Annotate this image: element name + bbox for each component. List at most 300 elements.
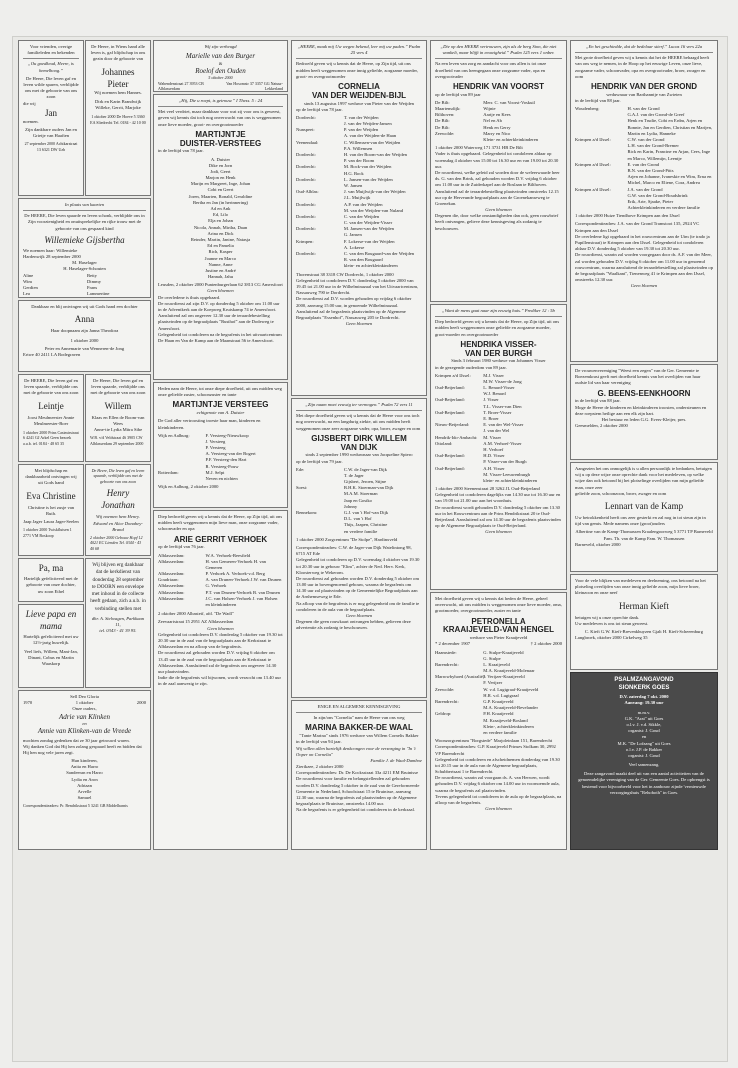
event-venue: SIONKERK GOES — [618, 685, 670, 692]
family-member: Adriaan — [77, 782, 92, 788]
thanks-text: Voor de vele blijken van medeleven en deelneming, ons betoond na het plotseling overlijden van onze innig geliefde zoon, mijn lieve broer, kleinzoon en onze neef — [575, 578, 706, 596]
birth-announcement-willemieke — [18, 198, 151, 298]
burial-text: Aansluitend zal om ongeveer 12.30 uur de teraardebestelling plaatsvinden op de begraafplaats "Rusthof" aan de Dodeweg te Amersfoort. — [158, 313, 274, 331]
family-names: M. Kraaijeveld-Bosland — [483, 717, 528, 723]
birth-announcement-anna — [18, 300, 151, 372]
family-names: M. van der Weijden-van Nuland — [343, 207, 403, 213]
family-member: A. Duister — [210, 156, 231, 162]
performer-line: organist: J. Goud — [628, 728, 660, 734]
no-flowers: Geen bloemen — [630, 283, 658, 289]
service-text: De rouwdienst, waarin zal voorgaan ds. A. van Herwen, wordt gehouden D.V. vrijdag 6 oktober om 14.00 uur in voornoemde aula, waarna de begrafenis zal plaatsvinden. — [435, 775, 560, 793]
family-place — [575, 174, 627, 186]
heading: Sell Deo Gloria — [70, 694, 99, 699]
obituary-text: Diep bedroefd geven wij u kennis dat de Heere, op Zijn tijd, uit ons midden heeft weggenomen onze geliefde en zorgzame moeder, groot-moeder en overgrootmoeder — [435, 319, 560, 337]
family-member: Jodi, Geert — [210, 168, 231, 174]
burial-text: Aansluitend zal de teraardebestelling plaatsvinden omstreeks 12.15 uur op de Herveunde begraafplaats aan de Groenekanseweg te Groenekan. — [435, 188, 559, 206]
announcement-text: Met blijdschap en dankbaarheid ontvingen wij uit Gods hand — [25, 468, 77, 486]
date-address: W.B. v/d Veldstraat 46 3905 CW Alblasserdam 29 september 2000 — [90, 435, 144, 446]
family-names: Merr. C. van Voorst-Voskuil — [483, 99, 535, 105]
notice-text: Degenen die, door welke omstandigheden dan ook, geen rouwbrief heeft ontvangen, gelieve deze kennisgeving als zodanig te beschouwen. — [435, 213, 559, 231]
no-flowers: Geen bloemen — [345, 321, 373, 327]
family-place — [158, 476, 206, 482]
viewing-text: De overledene is thuis opgebaard. — [158, 294, 221, 300]
date: 5 oktober 2000 — [208, 75, 233, 81]
condolence-text: Gelegenheid tot condoleren op D.V. woensdag 4 oktober van 19.30 tot 20.30 uur in gebouw "Elim", achter de Ned. Herv. Kerk, Kloosterweg te Wekerom. — [296, 557, 420, 575]
obituary-visser — [430, 304, 567, 590]
address-date: Thorenstraat 38 3318 CW Dordrecht, 1 oktober 2000 — [296, 271, 394, 277]
family-names: W.J. Benard — [483, 391, 506, 397]
family-names: G. Stulpe-Kraaijeveld — [483, 649, 524, 655]
family-names: Neven en nichten — [205, 476, 238, 482]
obituary-text: Diep bedroefd geven wij u kennis dat de Heere, op Zijn tijd, uit ons midden heeft weggenomen mijn lieve man, onze zorgzame vader, schoonvader en opa — [158, 514, 283, 532]
family-member: Hannah, Jahu — [207, 274, 233, 280]
address-2: Van Hosomstr 37 3357 GG Natuur-Lekkerland — [226, 80, 283, 91]
family-place: Alblasserdam: — [158, 583, 185, 589]
performer-line: M.K. "De Lofzang" uit Goes — [617, 740, 671, 746]
quote: „Die op den HEERE vertrouwen, zijn als de berg Sion, die niet wankelt, maar blijft in eeuwigheid.” Psalm 125 vers 1 onber. — [440, 44, 557, 56]
quote: „Want de mens gaat naar zijn eeuwig huis.” Prediker 12 : 5b — [442, 308, 555, 313]
family-names: L. Kraaijeveld — [483, 661, 510, 667]
obituary-text: Heden nam de Heere, tot onze diepe droefheid, uit ons midden weg onze geliefde zuster, schoonzuster en tante — [158, 386, 282, 398]
family-names: T. van der Weijden — [343, 114, 379, 120]
address: Correspondentieadres: G.P. Kraaijeveld Prinses Stolkam 30, 2992 VP Barendrecht — [435, 744, 556, 756]
sibling-name: Aline — [23, 272, 34, 278]
engagement-announcement — [153, 40, 288, 92]
thanks-text: Wij willen allen hartelijk denkcongen voor de verzorging in "In 't Ooper on Cornelia" — [296, 745, 416, 757]
family-member: Joren, Maarten, Ronald, Geraldine — [188, 193, 253, 199]
event-title: PSALMZANGAVOND — [614, 677, 674, 683]
service-text: De rouwdienst zal gehouden worden D.V. donderdag 5 oktober om 13.00 uur in bovengenoemd gebouw, waarna de begrafenis om 14.30 uur zal plaatsvinden op de Gemeentelijke Begraafplaats aan de Arnhemseweg te Ede. — [296, 575, 420, 600]
family-names: J. Versteeg — [205, 438, 226, 444]
addressee: Pa, ma — [38, 563, 64, 573]
family-list — [435, 100, 562, 143]
family-place: Nunspeet: — [296, 127, 315, 133]
family-place: Bennekom: — [296, 510, 318, 516]
family-list — [158, 553, 283, 609]
family-names: T. Broer-Visser — [483, 409, 512, 415]
burial-text: Aansluitend zal de begrafenis plaatsvinden op de Algemene Begraafplaats "Essenhof", Nassauweg 205 te Dordrecht. — [296, 308, 406, 320]
family-names: A. van Drunen-Verhoek J.W. van Drunen — [205, 577, 282, 583]
family-place: Barendrecht: — [435, 699, 459, 705]
place-date: Hardenwijk 28 september 2000 — [23, 254, 81, 260]
child-name: Eva Christine — [26, 490, 76, 501]
deceased-name: HENDRIK VAN DER GROND — [590, 81, 698, 91]
column-2 — [153, 40, 288, 1048]
family-names: M. Visser — [483, 434, 502, 440]
family-row — [296, 529, 422, 535]
family-names: H.D. Visser — [483, 453, 505, 459]
deceased-surname: VAN DER WEIJDEN-BIJL — [311, 90, 407, 100]
siblings: Anne-tie Lydia Mitra Sibe — [93, 427, 143, 433]
family-names: R. Versteeg-Pouw — [205, 463, 239, 469]
age: in de leeftijd van 88 jaar. — [575, 97, 621, 103]
address: Correspondentieadres: Dr. De Kocksstraat 33a 4211 EM Bruinisse — [296, 770, 419, 776]
family-names: Rick en Karin, Francine en Arjan, Cees, Inge en Marco, Willemijn, Leentje — [627, 149, 711, 161]
family-names: F. Versteeg-Nieuwkoop — [205, 432, 249, 438]
family-row — [575, 118, 713, 137]
family-names: J.A. van der Grond — [627, 186, 663, 192]
deceased-surname: DUISTER-VERSTEEG — [179, 138, 262, 148]
obituary-duister-versteeg — [153, 94, 288, 380]
siblings: Willeke, Gerrit, Marjoke — [95, 105, 141, 111]
deceased-subtitle: Sinds 3 februari 1980 weduwe van Johannes Visser — [451, 358, 546, 364]
no-flowers: Geen bloemen — [207, 288, 234, 294]
deceased-surname: VAN DER BURGH — [465, 348, 532, 358]
family-member: Justine en André — [205, 267, 236, 273]
performer-line: en — [641, 734, 647, 740]
service-text: De rouwdienst zal gehouden worden D.V. vrijdag 6 oktober om 13.45 uur in de zaal van de begraafplaats aan de Kerkstraat te Alblasserdam. Aansluitend zal de begrafenis om ongeveer 14.30 uur plaatsvinden. — [158, 650, 277, 674]
family-place: Alblasserdam: — [158, 552, 185, 558]
family-names: H.G. Bock — [343, 170, 364, 176]
family-place: Goudriaan: — [158, 577, 179, 583]
address: Ertwe 40 2411 LA Bodegraven — [23, 351, 81, 357]
family-row — [158, 602, 283, 608]
family-row — [296, 263, 422, 269]
family-names: A. Lokerse — [343, 244, 365, 250]
family-member: Elja en Johan — [208, 218, 233, 224]
quote: „En het geschiedde, dat de bedelaar stierf.” Lucas 16 vers 22a — [585, 44, 703, 49]
family-member: Marjon en Henk — [205, 175, 236, 181]
family-place: Oud-Beijerland: — [435, 465, 465, 471]
parents: Edward en Alice Donahey-Brand — [93, 520, 143, 532]
birth-announcement-jan — [18, 40, 84, 196]
age: in de gezegende ouderdom van 89 jaar. — [435, 364, 507, 370]
child-name: Jan — [45, 107, 57, 118]
family-place: Alblasserdam: — [158, 589, 185, 595]
family-signature: Familie J. de Waal-Damboe — [370, 757, 422, 763]
family-place: Dordrecht: — [296, 164, 316, 170]
family-names: Achterkleinkinderen en verdere familie — [627, 205, 700, 211]
age: op de leeftijd van 79 jaar. — [296, 458, 343, 464]
family-names: R. van den Bougaard — [343, 257, 383, 263]
column-5 — [570, 40, 718, 1048]
name-husband: Adrie van Klinken — [59, 712, 110, 721]
family-names: H. van der Grond — [627, 106, 660, 112]
baptism-name: Haar doopnaam zijn Janna Theodora — [50, 328, 119, 334]
signature: Albertine van de Kamp-Thomassen Kraalengoorweg 5 3771 TP Barneveld Fam. Th. van de Kamp Fam. W. Thomassen — [575, 529, 713, 541]
after-burial-text: Tevens gelegenheid tot condoleren in de aula op de begraafplaats, na afloop van de begrafenis. — [435, 793, 562, 806]
death-date: † 2 oktober 2000 — [530, 641, 562, 647]
family-names: P.F. Versteeg-den Hart — [205, 457, 247, 463]
family-names: T.L. Visser-van Dien — [483, 403, 522, 409]
obituary-kraaijeveld — [430, 592, 567, 850]
family-place: Oud-Alblas: — [296, 189, 319, 195]
family-place: Marrowbyhoed (Australië): — [435, 674, 486, 680]
date-address: 1 oktober 2000 Twiskflutsen 1 2771 VM Boskoop — [23, 527, 72, 538]
children-list — [23, 758, 146, 801]
date-address: 1 oktober 2000 De Hoeve 5 3360 EA Sliedrecht Tel. 0184 - 42 10 00 — [90, 114, 146, 125]
parents: Dirk en Karin Brandwijk — [94, 99, 142, 105]
deceased-name: G. BEENS-EENKHOORN — [597, 388, 691, 398]
family-names: E. van der Wel-Visser — [483, 422, 524, 428]
family-names: klein- en achterkleinkinderen — [343, 263, 398, 269]
quote: „HEERE, maak mij Uw wegen bekend, leer mij uw paden.” Psalm 25 vers 4 — [297, 44, 421, 56]
deceased-name: Lennart van de Kamp — [604, 500, 684, 511]
intro-text: Voor vrienden, overige familieleden en bekenden — [27, 44, 75, 56]
child-name: Willemieke Gijsbertha — [44, 234, 125, 245]
family-place: Oud-Beijerland: — [435, 453, 465, 459]
column-3 — [291, 40, 427, 1048]
child-name: Leintje — [38, 400, 64, 411]
congrats-text: Hartelijk gefeliciteerd met de geboorte van onze dochter, uw zoon Ethel — [24, 576, 78, 594]
child-name: Anna — [74, 314, 95, 325]
anniversary-text-2: Wij danken God dat Hij hen zolang gespaard heeft en bidden dat Hij hen nog vele jaren zegt. — [23, 743, 142, 755]
date-place: 2 oktober 2000 Albasteif, afd. "De Wadl" — [158, 611, 234, 617]
child-name: Willem — [104, 400, 132, 411]
family-names: P. Versteeg — [205, 445, 226, 451]
family-names: L.H. van der Grond-Bremer — [627, 143, 679, 149]
performer-line: o.l.v. J. v.d. Sikkle, — [626, 721, 662, 727]
family-list — [575, 106, 713, 211]
service-text: De rouwdienst, welke geleid zal worden door de weleerwaarde heer ds. G. van den Brink, zal gehouden worden D.V. vrijdag 6 oktober om 11.00 uur in de Zuiderkapel aan de Boslaan te Bilthoven. — [435, 169, 560, 188]
year-start: 1970 — [23, 700, 33, 706]
sibling-name: Dimmy — [86, 278, 102, 284]
obituary-text: In zijn/ons "Cornelia" nam de Heere van ons weg — [313, 715, 405, 721]
family-member: Nicola, Annah, Mirtha, Daan — [193, 224, 248, 230]
date-address: 2 oktober 2000 Gebouw Hopf 12 4021 EC Lienden Tel. 0344 - 43 40 68 — [90, 535, 143, 551]
family-place: Dordrecht: — [296, 176, 316, 182]
family-names: H. van Gemeren-Verhoek H. van Gemeren — [205, 558, 266, 570]
family-names: H. Verhoef — [483, 446, 504, 452]
family-member: Sandeeran en Harro — [66, 770, 103, 776]
family-names: J. Visser — [483, 397, 499, 403]
family-place: Dordrecht: — [296, 226, 316, 232]
family-names: B.N. van der Grond-Pitts — [627, 167, 674, 173]
support-text: Uw betrokkenheid heeft ons zeer gesterkt en zal nog in tot steun zijn in tijd van gemis. Mede namens onze (groot)ouders — [575, 515, 706, 527]
address-date: 1 oktober 2000 Huize Tiendhove Krimpen aan den IJssel — [575, 213, 680, 219]
quote: „Zijn naam moet eeuwig ter vermogen.” Psalm 72 vers 11 — [305, 402, 413, 407]
family-place: Ede: — [296, 466, 305, 472]
family-member: Lydia en Aron — [71, 776, 98, 782]
sibling-name — [87, 297, 146, 298]
performer-line: m.m.v. — [637, 709, 651, 715]
thanks-text-2: betuigen wij u onze oprechte dank. — [575, 614, 640, 620]
family-names: C. van den Bougaard-van der Weijden — [343, 251, 415, 257]
birth-announcement-henry — [85, 464, 151, 556]
deceased-first-name: CORNELIA — [338, 81, 380, 91]
parents: Peter en Annemarie van Wenneren-de Jong — [44, 345, 125, 351]
address-row — [158, 81, 283, 92]
family-row — [158, 476, 283, 482]
family-names: M.A. Kraaijeveld-Molenaar — [483, 668, 535, 674]
family-names: F. Verijzer — [483, 680, 503, 686]
thanks-van-de-kamp — [570, 462, 718, 572]
date: Wijk en Aalburg, 2 oktober 2000 — [158, 484, 219, 490]
family-place: Alblasserdam: — [158, 595, 185, 601]
family-names: P. van der Weijden — [343, 127, 379, 133]
obituary-van-der-weijden — [291, 40, 427, 396]
sibling-list — [23, 273, 146, 298]
family-list — [296, 115, 422, 270]
family-place: Woudenberg: — [575, 106, 600, 112]
date-place: 1 oktober 2000 Zorgcentrum "De Stolpe", Hardinxveld — [296, 536, 398, 542]
family-names: H.R. v.d. Lugtgraaf — [483, 692, 519, 698]
family-names: M.W. Visser-de Jong — [483, 378, 522, 384]
sibling-name: Lammertine — [86, 291, 110, 297]
family-place — [435, 730, 483, 736]
family-names: M.A.M. Stoerman — [343, 491, 378, 497]
family-member: Nanne, Anne — [208, 261, 233, 267]
obituary-van-voorst — [430, 40, 567, 302]
family-member: Dike en Jorn — [208, 162, 233, 168]
family-names: en kleinkinderen — [205, 602, 237, 608]
name-join: en — [82, 720, 87, 726]
condolence-text: Gelegenheid tot condoleren na de begrafenis in het uitvaartcentrum De Haan en Van de Kamp aan de Maanstraat 56 te Amersfoort. — [158, 331, 282, 343]
parents: Joost Meulmeester Annie Meulmeester-Boer — [27, 414, 75, 426]
no-flowers: Geen bloemen — [485, 806, 512, 812]
no-flowers: Geen bloemen — [485, 529, 512, 535]
date-place: Geesmelden, 2 oktober 2000 — [575, 423, 628, 429]
deceased-first-name: GIJSBERT DIRK WILLEM — [311, 433, 407, 443]
sibling-pair — [23, 297, 146, 298]
anniversary-van-klinken — [18, 690, 151, 850]
family-place — [296, 263, 344, 269]
family-place: De Bilt: — [435, 118, 450, 124]
family-place: Zeewolde: — [435, 130, 455, 136]
family-names: Klein-, achterkleinkinderen — [483, 723, 534, 729]
thanks-text: Aangezien het ons onmogelijk is u allen persoonlijk te bedanken, betuigen wij u op deze wijze onze oprechte dank voor het medeleven, op welke wijze dan ook betoond bij het plotselinge overlijden van mijn geliefde man, onze zeer — [575, 466, 712, 490]
address: Zeevaartstraat 15 2951 AZ Alblasserdam — [158, 619, 234, 625]
parents: Zijn dankbare ouders Jan en Grietje van Haaften — [25, 127, 77, 139]
psalm-singing-evening-ad — [570, 672, 718, 850]
deceased-surname: KRAAIJEVELD-VAN HENGEL — [443, 625, 554, 635]
deceased-subtitle: echtgenote van A. Duister — [196, 410, 245, 416]
quote: „Ou goedkeud, Heere, is hemelhoog.” — [28, 61, 74, 73]
announcement-text: De HEERE, Die leven spaarde en leven schonk, verblijdde ons in Zijn voorzienigheid en onuitsprekelijke en rijke trouw met de geboorte van ons gespaard kind — [24, 213, 145, 231]
date-address: 27 september 2000 Achtkarstraat 13 6321 DW Uzb — [24, 141, 78, 152]
comfort-text: De God aller vertroosting troeste haar man, kinderen en kleinkinderen. — [158, 418, 261, 430]
family-names: L. Benard-Visser — [483, 385, 515, 391]
deceased-subtitle: sinds 2 september 1990 weduwnaar van Jacqueline Spiero — [305, 452, 413, 458]
child-note: Christine is het zusje van Ruth. — [27, 504, 75, 516]
address: Correspondentieadres: C.W. de Jager-van Dijk Watelintong 98, 6715 AT Ede — [296, 544, 412, 557]
after-burial-text: Na afloop van de begrafenis is er nog gelegenheid om de familie te condoleren in de aula van de begraafplaats. — [296, 600, 420, 612]
child-nickname: Wij noemen hem Hannes. — [94, 89, 142, 95]
family-names: C. van der Weijden — [343, 213, 380, 219]
condolence-text: De overledene ligt opgebaard in het rouwcentrum aan de Uim (te trado ja Pupillenstraat) te Krimpen aan den IJssel. Gelegenheid tot condoleren aldaar D.V. donderdag 5 oktober van 19.30 tot 20.30 uur. — [575, 233, 710, 252]
announcement-text: De HEERE, Die leven gaf en leven spaarde, verblijdde ons met de geboorte van ons zoon — [23, 378, 79, 396]
family-names: Henk en Trudie, Cobi en Erdm, Arjen en Bonnie, Jan en Gerdien, Christian en Marijen, Martin en Lydia, Hanneke — [627, 118, 713, 136]
family-member: M. Haselager — [72, 260, 97, 266]
obituary-text: Na een leven van zorg en aandacht voor ons allen is tot onze droefheid van ons heengegaan onze zorgzame vader, opa en overgrootvader — [435, 61, 547, 79]
sibling-name: Lea — [23, 291, 30, 297]
family-names: C.W. van der Grond — [627, 137, 665, 143]
family-names: J. van Muijlwijk-van der Weijden — [343, 189, 406, 195]
family-names: A. Versteeg-van der Bogert — [205, 451, 256, 457]
deceased-name: Herman Kieft — [619, 600, 669, 611]
performer-line: organist: J. Goud — [628, 752, 660, 758]
family-names: G. Jansen — [343, 232, 362, 238]
anniversary-text: mochten zondag gedenken dat ze 30 jaar getrouwd waren. — [23, 737, 130, 743]
address-date: 1 oktober 2000 Waterweg 171 3731 HB De Bilt — [435, 145, 523, 151]
family-place — [158, 602, 206, 608]
family-names: Johnny — [343, 503, 358, 509]
family-names: Henk en Gerry — [483, 124, 511, 130]
family-names: B.H.K. Stoerman-van Dijk — [343, 485, 394, 491]
family-member: Anita en Harro — [70, 764, 99, 770]
family-member: Reinder, Martin, Janine, Natasja — [190, 236, 251, 242]
family-place: Haamstede: — [435, 649, 457, 655]
family-list — [158, 157, 283, 281]
event-description: Deze zangavond maakt deel uit van een aantal activiteiten van de genoemdelijke vereniging van de Ger. Gemeente Goes. De opbrengst is bestemd voor bijvoorbeeld voor het in aanbouw zijnde 'vernieuwde verzorgingshuis "Rehoboth" in Goes. — [578, 771, 710, 795]
attendance-text: Indie die de begrafenis wil bijwonen, wordt verzocht om 13.40 uur in de zaal aanwezig te zijn. — [158, 675, 281, 687]
family-names: G.A.J. van der Grond-de Greef — [627, 112, 685, 118]
deceased-first-name: MARTIJNTJE — [195, 129, 246, 139]
family-names: G. Stulpe — [483, 655, 501, 661]
family-names: J.L. Muijlwijk — [343, 195, 371, 201]
obituary-van-der-grond — [570, 40, 718, 362]
family-place: Dordrecht: — [296, 251, 316, 257]
family-names: P.A. Willemsen — [343, 145, 373, 151]
family-names: T. de Jager — [343, 472, 364, 478]
family-names: L. Jansen-van der Weijden — [343, 176, 393, 182]
name-suffix: noemen. — [23, 118, 39, 124]
obituary-text: Met grote droefheid geven wij u kennis dat het de HEERE behaagd heeft van ons weg te nemen, in de Hoop op het eeuwige Leven, onze lieve, zorgzame vader, schoonvader, opa en overgrootvader, broer, zwager en oom — [575, 55, 710, 79]
family-row — [575, 174, 713, 186]
child-name: Johannes Pieter — [101, 66, 135, 89]
performer-line: G.K. "Arai" uit Goes — [624, 715, 664, 721]
family-names: A.H. Visser — [483, 465, 505, 471]
family-names: Klein- en achterkleinkinderen — [483, 137, 539, 143]
family-names: P. Visser-van der Burgh — [483, 459, 527, 465]
condolence-text: Gelegenheid tot condoleren en afscheidnemen donderdag van 19.30 tot 20.15 uur in de aula van de Algemene begraafplaats, Schubbertsaat 1 te Barendrecht. — [435, 756, 560, 775]
family-place: Veenendaal: — [296, 139, 319, 145]
family-place: Wijk en Aalburg: — [158, 432, 190, 438]
family-place — [575, 118, 627, 137]
family-place: Zeewolde: — [435, 686, 455, 692]
child-nickname: Wij noemen hem Henry. — [96, 514, 140, 520]
family-list — [435, 373, 562, 484]
contact-name: dhr. A. Stelwagen, Parkkaan 11, — [91, 615, 145, 628]
name-prefix: die wij — [23, 100, 36, 106]
family-names: E. van der Grond — [627, 161, 660, 167]
sibling-name: Betty — [86, 272, 97, 278]
obituary-verhoek — [153, 510, 288, 850]
family-member: Arvelle — [77, 789, 92, 795]
family-names: P.T. van Drunen-Verhoek B. van Drunen — [205, 589, 280, 595]
family-member: Hun kinderen, — [71, 758, 98, 764]
condolence-text: Gelegenheid tot condoleren dagelijks van 14.30 uur tot 16.30 uur en van 19.00 tot 21.00 uur aan het woonhuis. — [435, 492, 561, 504]
life-dates — [435, 641, 562, 647]
birth-announcement-leintje — [18, 374, 84, 462]
notice-text: Degenen die geen rouwkaart ontvangen hebben, gelieven deze advertentie als zodanig te beschouwen. — [296, 619, 411, 631]
name-groom: Roelof den Ouden — [195, 66, 246, 75]
deceased-name: MARINA BAKKER-DE WAAL — [305, 723, 413, 733]
family-member: Marijn en Margreet, Inge, Johan — [190, 181, 251, 187]
obituary-text: Met veel verdriet, maar dankbaar voor wat zij voor ons is geweest, geven wij kennis dat toch nog onverwacht van ons is weggenomen onze lieve moeder, groot- en overgrootmoeder — [158, 109, 281, 127]
age: in de leeftijd van 78 jaar. — [158, 148, 204, 154]
service-text: De rouwdienst zal D.V. worden gehouden op vrijdag 6 oktober 2000, aanvang 15.00 uur, in genoemde Wilhelminazaal. — [296, 296, 412, 308]
signature: Veel liefs, Willem, Mani-Jan, Dinant, Cobus en Martin Waaskorp — [24, 648, 78, 667]
family-names: Jaap en Gosiko — [343, 497, 372, 503]
family-names: Nel en Ab — [483, 118, 502, 124]
obituary-bakker-de-waal — [291, 700, 427, 850]
deceased-subtitle: weduwnaar van Barthanntje van Zwieten — [606, 91, 682, 97]
heading: In plaats van kaarten — [64, 202, 105, 207]
family-place: Oud-Beijerland: — [435, 397, 465, 403]
subheading: Onze ouders, — [72, 706, 97, 712]
age: op de leeftijd van 78 jaar. — [296, 106, 343, 112]
family-names: G.W. van der Grond-Boudsbrink — [627, 192, 688, 198]
comfort-text: Moge de Heere de kinderen en kleinkinderen troosten, ondersteunen en deze roepstem heilige aan een elk zijn hart. — [575, 404, 707, 416]
notice-beens-eenkhoorn — [570, 364, 718, 460]
family-place — [575, 149, 627, 161]
family-place: De Bilt: — [435, 124, 450, 130]
family-member: Samuel — [77, 795, 92, 801]
date: 1 oktober 2000 — [70, 337, 99, 343]
announcement-text: Dankbaar en blij ontvingen wij uit Gods hand een dochter — [31, 304, 138, 309]
notice-text: Wij blijven erg dankbaar dat de kerkdienst van donderdag 28 september te DOORN een envelope met inhoud in de collecte heeft gedaan, zich a.u.b. in verbinding stellen met — [90, 562, 146, 612]
